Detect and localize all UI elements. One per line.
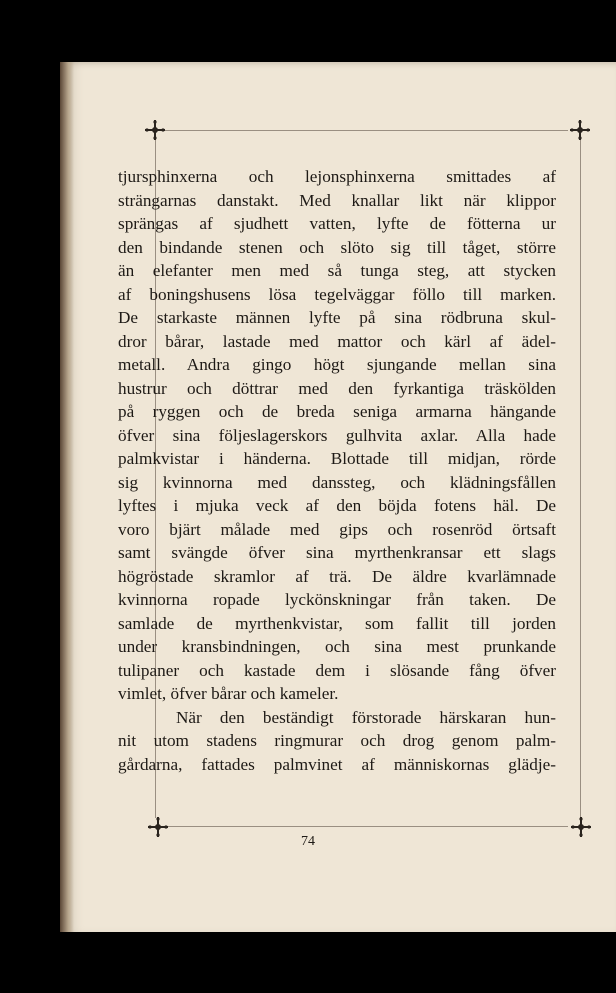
text-line: samlade de myrthenkvistar, som fallit till jorden <box>118 613 556 633</box>
text-line: voro bjärt målade med gips och rosenröd örtsaft <box>118 519 556 539</box>
text-line: samt svängde öfver sina myrthenkransar ett slags <box>118 543 556 562</box>
text-line: af boningshusens lösa tegelväggar föllo till marken. <box>118 284 556 304</box>
text-line: vimlet, öfver bårar och kameler. <box>118 684 339 703</box>
text-line: tjursphinxerna och lejonsphinxerna smittades af <box>118 167 556 186</box>
text-line: metall. Andra gingo högt sjungande mellan sina <box>118 355 556 374</box>
text-line: tulipaner och kastade dem i slösande fång öfver <box>118 660 556 680</box>
text-line: kvinnorna ropade lyckönskningar från taken. De <box>118 590 556 609</box>
frame-top-rule <box>160 130 568 131</box>
text-line: gårdarna, fattades palmvinet af människornas glädje- <box>118 754 556 774</box>
text-line: på ryggen och de breda seniga armarna hängande <box>118 402 556 421</box>
text-line: hustrur och döttrar med den fyrkantiga träskölden <box>118 378 556 398</box>
text-line: sprängas af sjudhett vatten, lyfte de fötterna ur <box>118 214 556 233</box>
corner-ornament-icon <box>143 118 167 142</box>
text-line: sig kvinnorna med danssteg, och klädningsfållen <box>118 472 556 492</box>
text-line: än elefanter men med så tunga steg, att stycken <box>118 261 556 280</box>
text-line: När den beständigt förstorade härskaran hun- <box>176 707 556 727</box>
text-line: öfver sina följeslagerskors gulhvita axlar. Alla hade <box>118 425 556 445</box>
text-line: under kransbindningen, och sina mest prunkande <box>118 637 556 656</box>
body-text <box>118 165 556 776</box>
text-line: De starkaste männen lyfte på sina rödbruna skul- <box>118 308 556 327</box>
corner-ornament-icon <box>568 118 592 142</box>
text-line: palmkvistar i händerna. Blottade till midjan, rörde <box>118 449 556 468</box>
text-line: nit utom stadens ringmurar och drog genom palm- <box>118 731 556 750</box>
text-line: strängarnas danstakt. Med knallar likt när klippor <box>118 190 556 210</box>
book-spine-shadow <box>60 62 74 932</box>
text-line: dror bårar, lastade med mattor och kärl af ädel- <box>118 331 556 351</box>
text-line: lyftes i mjuka veck af den böjda fotens häl. De <box>118 496 556 515</box>
frame-bottom-rule <box>166 826 568 827</box>
frame-right-rule <box>580 140 581 818</box>
text-line: högröstade skramlor af trä. De äldre kvarlämnade <box>118 566 556 586</box>
page-number: 74 <box>301 834 315 849</box>
text-line: den bindande stenen och slöto sig till tåget, större <box>118 237 556 257</box>
